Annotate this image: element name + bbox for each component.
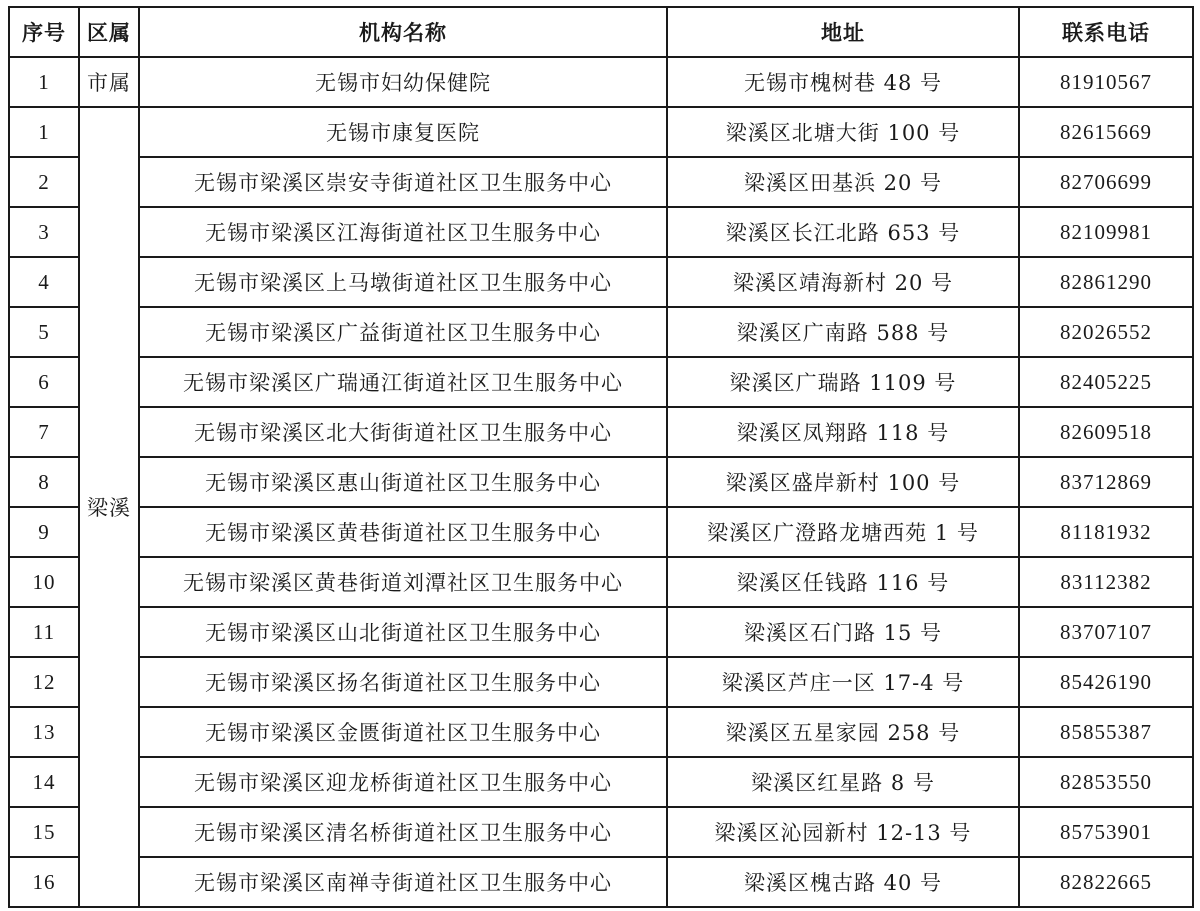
header-address: 地址 [667,7,1019,57]
table-row [9,57,1193,107]
institution-phone: 82706699 [1019,157,1193,207]
institution-address: 无锡市槐树巷 48 号 [667,57,1019,107]
institution-address: 梁溪区任钱路 116 号 [667,557,1019,607]
row-index: 6 [9,357,79,407]
institution-name: 无锡市梁溪区广益街道社区卫生服务中心 [139,307,667,357]
institution-phone: 82109981 [1019,207,1193,257]
institution-phone: 81910567 [1019,57,1193,107]
institution-phone: 82861290 [1019,257,1193,307]
table-row [9,807,1193,857]
institution-name: 无锡市康复医院 [139,107,667,157]
institution-address: 梁溪区田基浜 20 号 [667,157,1019,207]
row-index: 14 [9,757,79,807]
table-row [9,207,1193,257]
row-index: 10 [9,557,79,607]
header-phone: 联系电话 [1019,7,1193,57]
institution-address: 梁溪区红星路 8 号 [667,757,1019,807]
institution-name: 无锡市梁溪区江海街道社区卫生服务中心 [139,207,667,257]
table-row [9,757,1193,807]
row-index: 4 [9,257,79,307]
institution-name: 无锡市梁溪区南禅寺街道社区卫生服务中心 [139,857,667,907]
table-row [9,457,1193,507]
table-row [9,257,1193,307]
institution-address: 梁溪区靖海新村 20 号 [667,257,1019,307]
institution-name: 无锡市梁溪区扬名街道社区卫生服务中心 [139,657,667,707]
row-index: 12 [9,657,79,707]
row-index: 2 [9,157,79,207]
header-name: 机构名称 [139,7,667,57]
institution-address: 梁溪区广南路 588 号 [667,307,1019,357]
institution-phone: 83712869 [1019,457,1193,507]
table-row [9,557,1193,607]
table-row [9,507,1193,557]
table-row [9,307,1193,357]
row-index: 1 [9,57,79,107]
table-body [9,57,1193,907]
institution-address: 梁溪区北塘大街 100 号 [667,107,1019,157]
row-index: 8 [9,457,79,507]
institution-address: 梁溪区沁园新村 12-13 号 [667,807,1019,857]
row-index: 9 [9,507,79,557]
institution-name: 无锡市梁溪区黄巷街道社区卫生服务中心 [139,507,667,557]
institution-name: 无锡市梁溪区金匮街道社区卫生服务中心 [139,707,667,757]
header-index: 序号 [9,7,79,57]
table-row [9,707,1193,757]
institution-address: 梁溪区五星家园 258 号 [667,707,1019,757]
header-district: 区属 [79,7,139,57]
table-row [9,607,1193,657]
row-index: 3 [9,207,79,257]
institution-phone: 85855387 [1019,707,1193,757]
institution-phone: 82405225 [1019,357,1193,407]
table-row [9,357,1193,407]
institution-phone: 83707107 [1019,607,1193,657]
institution-table [8,6,1194,908]
institution-name: 无锡市梁溪区山北街道社区卫生服务中心 [139,607,667,657]
institution-address: 梁溪区广瑞路 1109 号 [667,357,1019,407]
district-cell: 市属 [79,57,139,107]
institution-address: 梁溪区石门路 15 号 [667,607,1019,657]
row-index: 5 [9,307,79,357]
institution-name: 无锡市梁溪区惠山街道社区卫生服务中心 [139,457,667,507]
institution-phone: 81181932 [1019,507,1193,557]
row-index: 16 [9,857,79,907]
district-cell: 梁溪 [79,107,139,907]
header-row [9,7,1193,57]
institution-phone: 82853550 [1019,757,1193,807]
table-row [9,407,1193,457]
row-index: 1 [9,107,79,157]
institution-phone: 82615669 [1019,107,1193,157]
row-index: 13 [9,707,79,757]
institution-address: 梁溪区凤翔路 118 号 [667,407,1019,457]
institution-name: 无锡市梁溪区清名桥街道社区卫生服务中心 [139,807,667,857]
row-index: 7 [9,407,79,457]
table-row [9,857,1193,907]
institution-name: 无锡市梁溪区上马墩街道社区卫生服务中心 [139,257,667,307]
institution-name: 无锡市梁溪区迎龙桥街道社区卫生服务中心 [139,757,667,807]
institution-address: 梁溪区广澄路龙塘西苑 1 号 [667,507,1019,557]
institution-phone: 83112382 [1019,557,1193,607]
institution-address: 梁溪区盛岸新村 100 号 [667,457,1019,507]
institution-phone: 82822665 [1019,857,1193,907]
institution-name: 无锡市梁溪区崇安寺街道社区卫生服务中心 [139,157,667,207]
institution-name: 无锡市梁溪区北大街街道社区卫生服务中心 [139,407,667,457]
institution-phone: 85426190 [1019,657,1193,707]
institution-phone: 85753901 [1019,807,1193,857]
institution-address: 梁溪区槐古路 40 号 [667,857,1019,907]
table-row [9,157,1193,207]
institution-address: 梁溪区芦庄一区 17-4 号 [667,657,1019,707]
institution-name: 无锡市梁溪区广瑞通江街道社区卫生服务中心 [139,357,667,407]
institution-address: 梁溪区长江北路 653 号 [667,207,1019,257]
institution-phone: 82609518 [1019,407,1193,457]
row-index: 11 [9,607,79,657]
table-row [9,657,1193,707]
table-row [9,107,1193,157]
institution-name: 无锡市妇幼保健院 [139,57,667,107]
institution-phone: 82026552 [1019,307,1193,357]
row-index: 15 [9,807,79,857]
institution-name: 无锡市梁溪区黄巷街道刘潭社区卫生服务中心 [139,557,667,607]
